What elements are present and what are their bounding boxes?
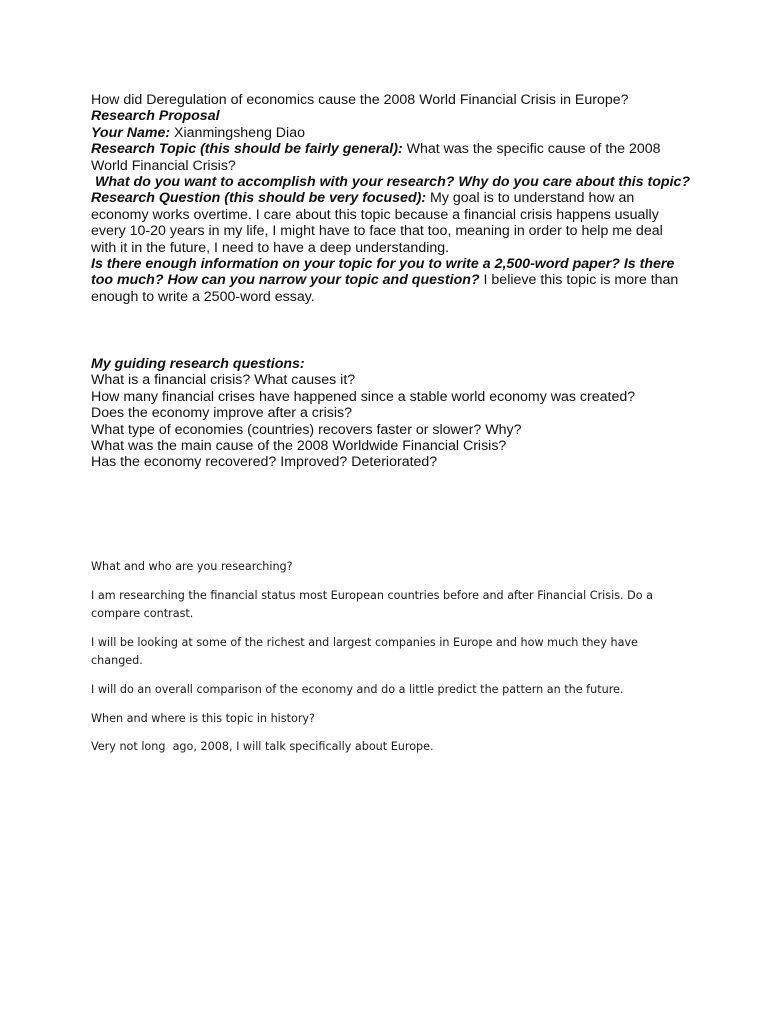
guiding-questions-list <box>91 372 691 470</box>
guiding-questions-section <box>91 356 691 471</box>
notes-paragraph: Very not long ago, 2008, I will talk specifically about Europe. <box>91 740 434 754</box>
enough-info-value: I believe this topic is more than enough to write a 2500-word essay. <box>91 272 679 305</box>
notes-question-what-who: What and who are you researching? <box>91 560 293 573</box>
document-title: How did Deregulation of economics cause the 2008 World Financial Crisis in Europe? <box>91 92 629 108</box>
guiding-questions-heading: My guiding research questions: <box>91 356 305 372</box>
enough-info-line <box>91 256 691 305</box>
name-label: Your Name: <box>91 124 171 141</box>
name-value: Xianmingsheng Diao <box>170 124 305 141</box>
guiding-question-item: What type of economies (countries) recovers faster or slower? Why? <box>91 421 522 438</box>
notes-question-when-where: When and where is this topic in history? <box>91 711 315 725</box>
proposal-heading: Research Proposal <box>91 108 220 125</box>
guiding-question-item: Has the economy recovered? Improved? Deteriorated? <box>91 454 438 471</box>
research-question-label: Research Question (this should be very focused): <box>91 190 427 207</box>
enough-info-label: Is there enough information on your topic for you to write a 2,500-word paper? Is there too much? How can you narrow your topic and question? <box>91 256 675 289</box>
guiding-question-item: What was the main cause of the 2008 Worldwide Financial Crisis? <box>91 438 507 455</box>
topic-line <box>91 141 691 174</box>
notes-section <box>91 558 671 767</box>
notes-paragraph: I am researching the financial status most European countries before and after Financial Crisis. Do a compare contrast. <box>91 588 654 620</box>
guiding-question-item: Does the economy improve after a crisis? <box>91 405 353 422</box>
guiding-question-item: How many financial crises have happened since a stable world economy was created? <box>91 388 636 405</box>
topic-value: What was the specific cause of the 2008 World Financial Crisis? <box>91 141 661 174</box>
research-question-value: My goal is to understand how an economy works overtime. I care about this topic because a financial crisis happens usually every 10-20 years in my life, I might have to face that too, meaning in order to help me deal with it in the future, I need to have a deep understanding. <box>91 190 663 256</box>
guiding-question-item: What is a financial crisis? What causes it? <box>91 372 356 389</box>
accomplish-question: What do you want to accomplish with your research? Why do you care about this topic? <box>91 174 691 191</box>
name-line <box>91 125 691 141</box>
topic-label: Research Topic (this should be fairly general): <box>91 141 403 158</box>
research-question-line <box>91 190 691 256</box>
notes-paragraph: I will be looking at some of the richest and largest companies in Europe and how much they have changed. <box>91 635 638 667</box>
notes-paragraph: I will do an overall comparison of the economy and do a little predict the pattern an the future. <box>91 682 624 696</box>
proposal-section <box>91 92 691 305</box>
